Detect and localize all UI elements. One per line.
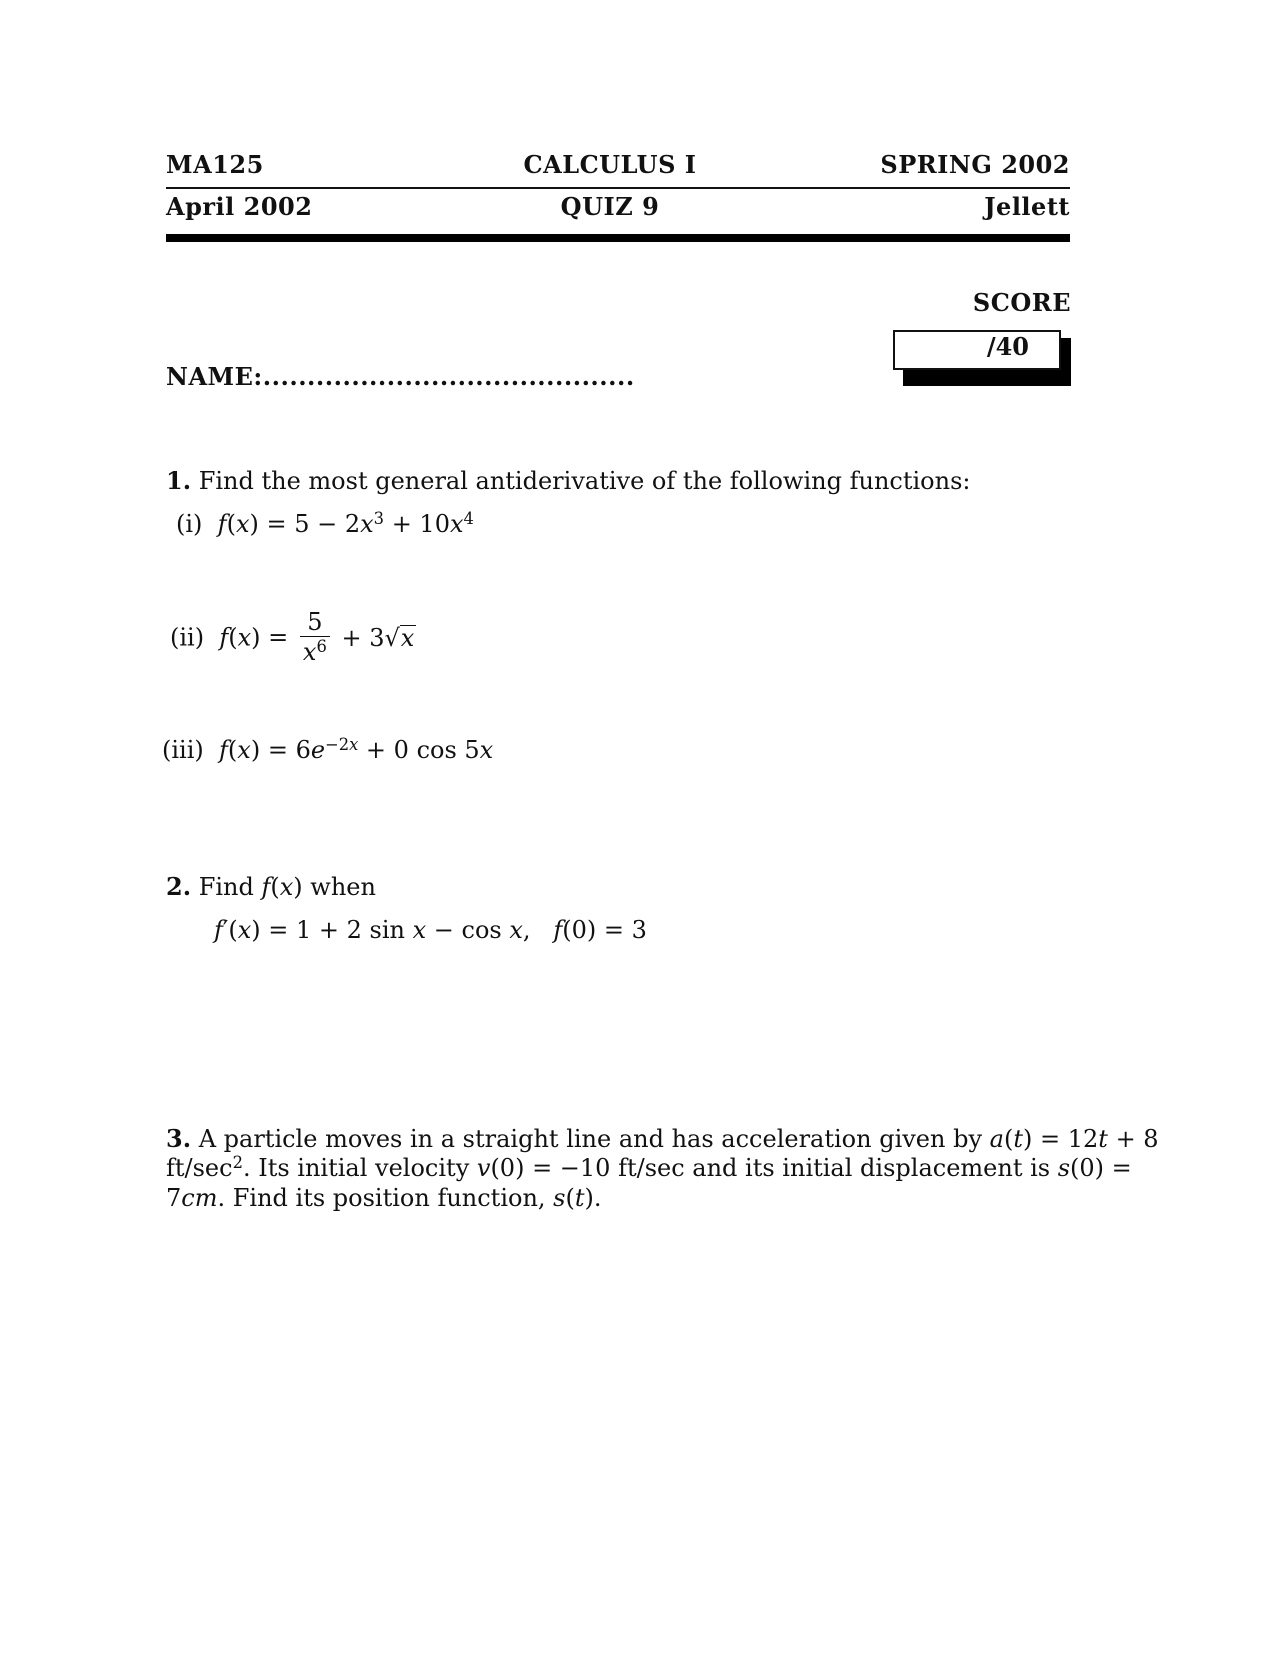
question-3-line-3: 7cm. Find its position function, s(t).	[166, 1184, 602, 1212]
header-divider	[166, 187, 1070, 189]
question-2-number: 2.	[166, 872, 192, 901]
part-i-expression: $f(x) = 5 - 2x^3 + 10x^4$	[217, 508, 474, 538]
question-1	[166, 466, 970, 495]
question-2-expression: f′(x) = 1 + 2 sin x − cos x, f(0) = 3	[214, 916, 647, 944]
part-ii-label: (ii)	[170, 623, 205, 652]
score-total: /40	[986, 332, 1029, 361]
question-1-part-ii: (ii) f(x) = $\frac{5}{x^6}$ + 3√x	[170, 608, 415, 666]
score-label: SCORE	[972, 288, 1071, 317]
question-1-number: 1.	[166, 466, 192, 495]
instructor: Jellett	[984, 192, 1070, 221]
term: SPRING 2002	[880, 150, 1070, 179]
part-ii-fraction: $\frac{5}{x^6}$	[300, 608, 330, 667]
question-1-part-iii	[162, 736, 493, 764]
quiz-number: QUIZ 9	[560, 192, 660, 221]
part-iii-label: (iii)	[162, 736, 204, 764]
question-1-part-i	[176, 510, 474, 538]
question-2	[166, 872, 376, 901]
question-3-number: 3.	[166, 1124, 192, 1153]
course-code: MA125	[166, 150, 264, 179]
question-3-line-1: 3. A particle moves in a straight line and has acceleration given by a(t) = 12t + 8	[166, 1124, 1159, 1153]
question-2-text: Find f(x) when	[198, 873, 376, 901]
header-thick-rule	[166, 234, 1070, 242]
part-i-label: (i)	[176, 510, 203, 538]
question-1-text: Find the most general antiderivative of the following functions:	[198, 467, 971, 495]
question-3-line-2: $ft/\sec^2$. Its initial velocity v(0) = −10 ft/sec and its initial displacement is s(0) =	[166, 1152, 1132, 1182]
course-title: CALCULUS I	[523, 150, 697, 179]
quiz-date: April 2002	[166, 192, 313, 221]
part-ii-expression: f(x) =	[219, 623, 289, 652]
part-iii-expression: $f(x) = 6e^{-2x} + 0$ cos 5x	[219, 734, 494, 764]
name-field[interactable]: NAME:..........................................	[166, 362, 635, 391]
square-root-icon: √x	[384, 623, 415, 652]
